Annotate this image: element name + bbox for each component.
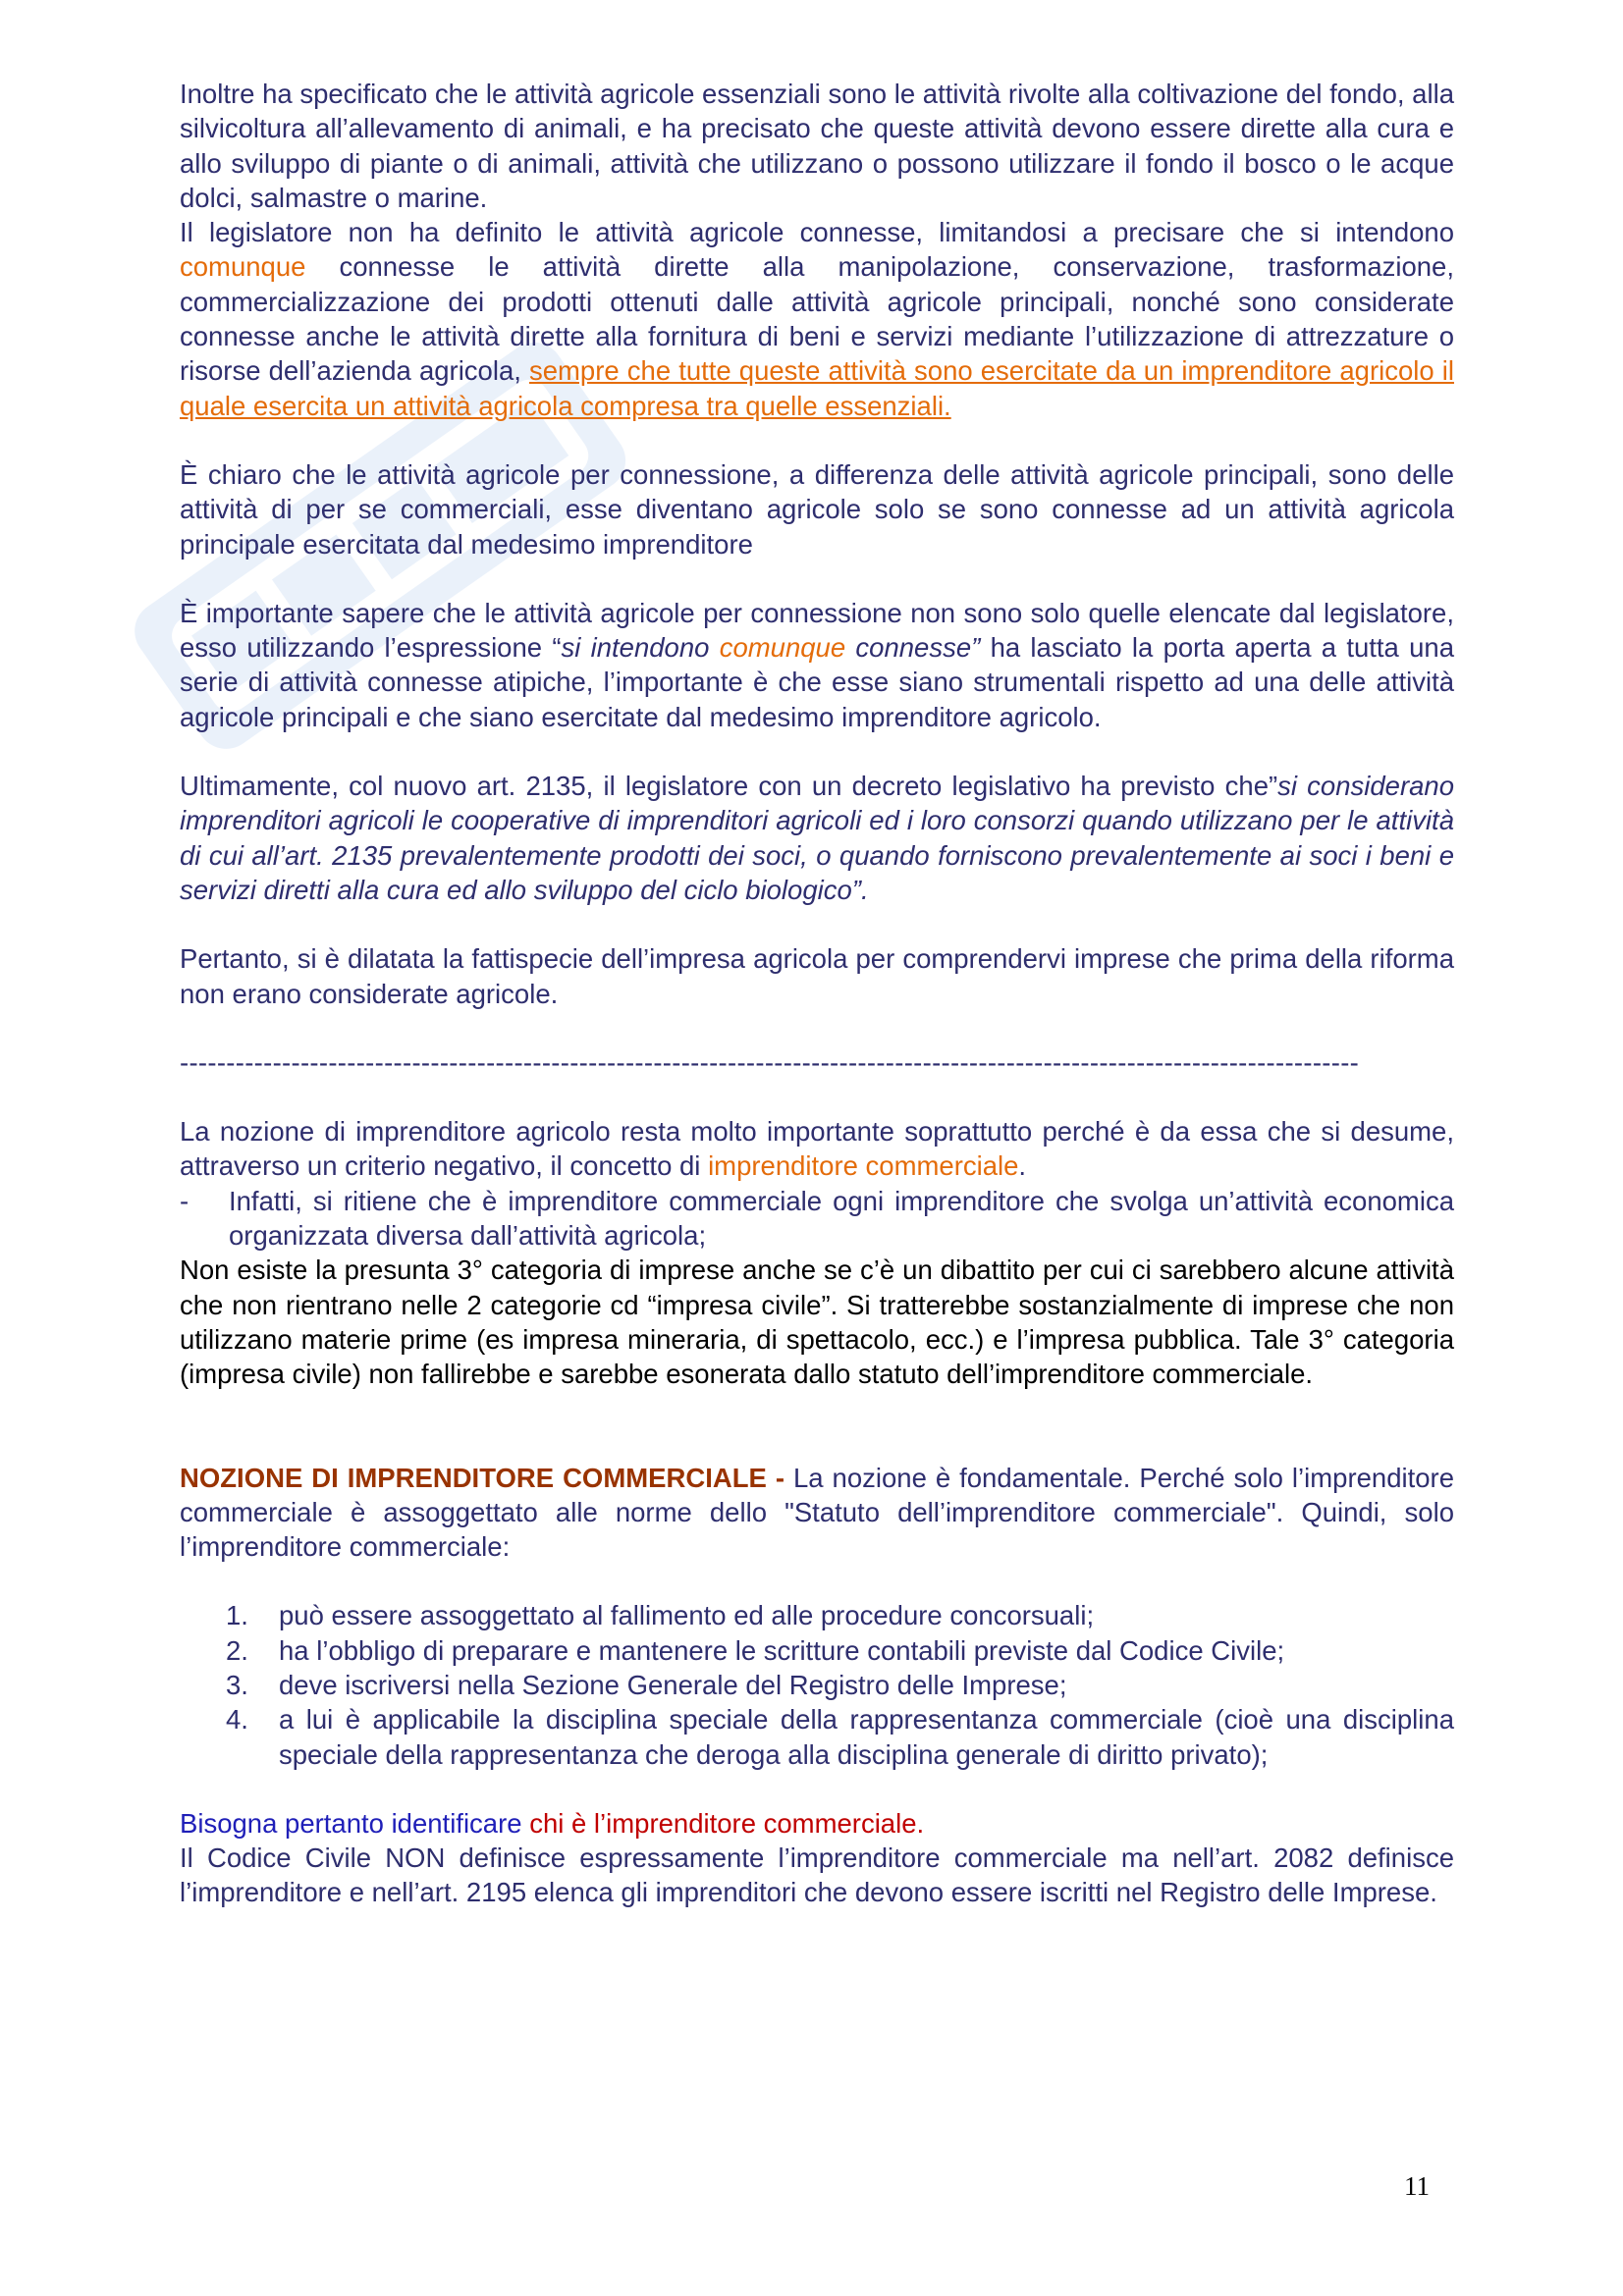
quote-decreto: si considerano imprenditori agricoli le cooperative di imprenditori agricoli ed i loro consorzi quando utilizzano per le attività di cui all’art. 2135 prevalentemente prodotti dei soci, o quando forniscono prevalentemente ai soci i beni e servizi diretti alla cura ed allo sviluppo del ciclo biologico”. [180,771,1455,905]
paragraph-attivita-atipiche: È importante sapere che le attività agricole per connessione non sono solo quelle elencate dal legislatore, esso utilizzando l’espressione “si intendono comunque connesse” ha lasciato la porta aperta a tutta una serie di attività connesse atipiche, l’importante è che esse siano strumentali rispetto ad una delle attività agricole principali e che siano esercitate dal medesimo imprenditore agricolo. [180,597,1455,732]
page-number: 11 [1404,2171,1430,2201]
section-heading: NOZIONE DI IMPRENDITORE COMMERCIALE - [180,1462,784,1493]
list-item: 4. a lui è applicabile la disciplina speciale della rappresentanza commerciale (cioè una disciplina speciale della rappresentanza che deroga alla disciplina generale di diritto privato); [226,1704,1454,1770]
paragraph-codice-civile: Il Codice Civile NON definisce espressamente l’imprenditore commerciale ma nell’art. 2082 definisce l’imprenditore e nell’art. 2195 elenca gli imprenditori che devono essere iscritti nel Registro delle Imprese. [180,1842,1454,1908]
numbered-list [180,1598,1454,1771]
paragraph-nozione-commerciale: NOZIONE DI IMPRENDITORE COMMERCIALE - La nozione è fondamentale. Perché solo l’imprenditore commerciale è assoggettato alle norme dello "Statuto dell’imprenditore commerciale". Quindi, solo l’imprenditore commerciale: [180,1462,1454,1563]
list-item: - Infatti, si ritiene che è imprenditore commerciale ogni imprenditore che svolga un’attività economica organizzata diversa dall’attività agricola; [180,1184,1454,1254]
separator-line: ------------------------------------------------------------------------------------------------------------------------------- [180,1046,1360,1078]
underlined-condition: sempre che tutte queste attività sono esercitate da un imprenditore agricolo il quale esercita un attività agricola compresa tra quelle essenziali. [180,355,1454,421]
paragraph-identificare: Bisogna pertanto identificare chi è l’imprenditore commerciale. [180,1807,925,1839]
paragraph-fattispecie: Pertanto, si è dilatata la fattispecie dell’impresa agricola per comprendervi imprese che prima della riforma non erano considerate agricole. [180,943,1454,1009]
list-item: 3. deve iscriversi nella Sezione Generale del Registro delle Imprese; [226,1669,1067,1700]
list-item: 2. ha l’obbligo di preparare e mantenere le scritture contabili previste dal Codice Civile; [226,1634,1285,1666]
paragraph-impresa-civile: Non esiste la presunta 3° categoria di imprese anche se c’è un dibattito per cui ci sarebbero alcune attività che non rientrano nelle 2 categorie cd “impresa civile”. Si tratterebbe sostanzialmente di imprese che non utilizzano materie prime (es impresa mineraria, di spettacolo, ecc.) e l’impresa pubblica. Tale 3° categoria (impresa civile) non fallirebbe e sarebbe esonerata dallo statuto dell’imprenditore commerciale. [180,1255,1454,1390]
paragraph-nozione-agricolo: La nozione di imprenditore agricolo resta molto importante soprattutto perché è da essa che si desume, attraverso un criterio negativo, il concetto di imprenditore commerciale. [180,1116,1454,1182]
list-item: 1. può essere assoggettato al fallimento ed alle procedure concorsuali; [226,1600,1095,1631]
paragraph-attivita-connesse: Il legislatore non ha definito le attività agricole connesse, limitandosi a precisare che si intendono comunque connesse le attività dirette alla manipolazione, conservazione, trasformazione, commercializzazione dei prodotti ottenuti dalle attività agricole principali, nonché sono considerate connesse anche le attività dirette alla fornitura di beni e servizi mediante l’utilizzazione di attrezzature o risorse dell’azienda agricola, sempre che tutte queste attività sono esercitate da un imprenditore agricolo il quale esercita un attività agricola compresa tra quelle essenziali. [180,217,1454,421]
bullet-marker: - [180,1185,189,1216]
document-body [180,77,1454,1910]
paragraph-cooperative: Ultimamente, col nuovo art. 2135, il legislatore con un decreto legislativo ha previsto che”si considerano imprenditori agricoli le cooperative di imprenditori agricoli ed i loro consorzi quando utilizzano per le attività di cui all’art. 2135 prevalentemente prodotti dei soci, o quando forniscono prevalentemente ai soci i beni e servizi diretti alla cura ed allo sviluppo del ciclo biologico”. [180,771,1455,905]
emphasis-comunque-italic: comunque [719,632,846,664]
paragraph-attivita-essenziali: Inoltre ha specificato che le attività agricole essenziali sono le attività rivolte alla coltivazione del fondo, alla silvicoltura all’allevamento di animali, e ha precisato che queste attività devono essere dirette alla cura e allo sviluppo di piante o di animali, attività che utilizzano o possono utilizzare il fondo il bosco o le acque dolci, salmastre o marine. [180,79,1454,213]
paragraph-connessione: È chiaro che le attività agricole per connessione, a differenza delle attività agricole principali, sono delle attività di per se commerciali, esse diventano agricole solo se sono connesse ad un attività agricola principale esercitata dal medesimo imprenditore [180,458,1454,560]
emphasis-chi-e: chi è l’imprenditore commerciale. [529,1807,925,1839]
emphasis-imprenditore-commerciale: imprenditore commerciale [708,1150,1019,1182]
emphasis-comunque: comunque [180,251,306,283]
